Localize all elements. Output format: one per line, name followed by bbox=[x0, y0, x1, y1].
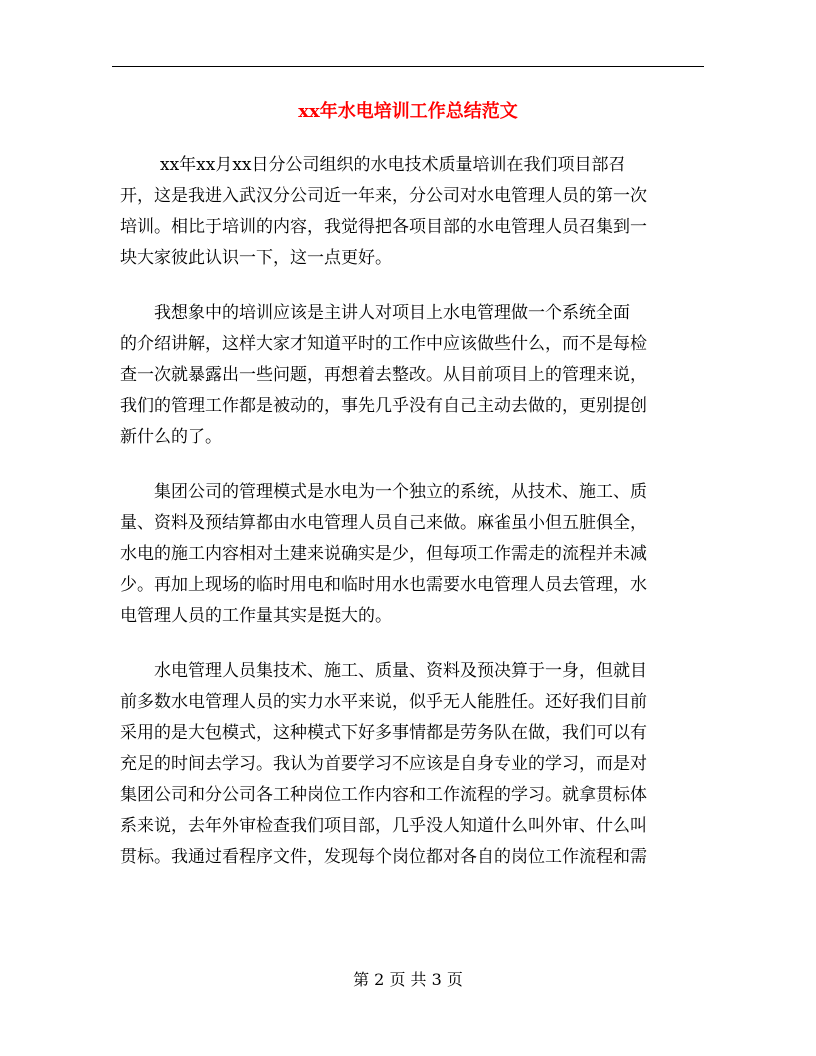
document-title: xx年水电培训工作总结范文 bbox=[298, 101, 518, 122]
text-line: 充足的时间去学习。我认为首要学习不应该是自身专业的学习，而是对 bbox=[120, 754, 647, 774]
text-line: 开，这是我进入武汉分公司近一年来，分公司对水电管理人员的第一次 bbox=[120, 186, 647, 206]
text-line: 少。再加上现场的临时用电和临时用水也需要水电管理人员去管理，水 bbox=[120, 575, 647, 595]
text-line: 新什么的了。 bbox=[120, 427, 222, 447]
document-body bbox=[120, 150, 700, 897]
text-line: 培训。相比于培训的内容，我觉得把各项目部的水电管理人员召集到一 bbox=[120, 217, 647, 237]
text-line: 我想象中的培训应该是主讲人对项目上水电管理做一个系统全面 bbox=[154, 303, 630, 323]
text-line: 集团公司的管理模式是水电为一个独立的系统，从技术、施工、质 bbox=[154, 482, 647, 502]
paragraph-4 bbox=[120, 656, 700, 873]
text-line: 块大家彼此认识一下，这一点更好。 bbox=[120, 248, 392, 268]
paragraph-1 bbox=[120, 150, 700, 274]
text-line: 贯标。我通过看程序文件，发现每个岗位都对各自的岗位工作流程和需 bbox=[120, 847, 647, 867]
text-line: 采用的是大包模式，这种模式下好多事情都是劳务队在做，我们可以有 bbox=[120, 723, 647, 743]
text-line: xx年xx月xx日分公司组织的水电技术质量培训在我们项目部召 bbox=[160, 155, 626, 175]
text-line: 查一次就暴露出一些问题，再想着去整改。从目前项目上的管理来说， bbox=[120, 365, 647, 385]
text-line: 集团公司和分公司各工种岗位工作内容和工作流程的学习。就拿贯标体 bbox=[120, 785, 647, 805]
header-rule bbox=[112, 66, 704, 67]
text-line: 我们的管理工作都是被动的，事先几乎没有自己主动去做的，更别提创 bbox=[120, 396, 647, 416]
paragraph-3 bbox=[120, 477, 700, 632]
text-line: 的介绍讲解，这样大家才知道平时的工作中应该做些什么，而不是每检 bbox=[120, 334, 647, 354]
text-line: 量、资料及预结算都由水电管理人员自己来做。麻雀虽小但五脏俱全， bbox=[120, 513, 647, 533]
text-line: 系来说，去年外审检查我们项目部，几乎没人知道什么叫外审、什么叫 bbox=[120, 816, 647, 836]
text-line: 水电的施工内容相对土建来说确实是少，但每项工作需走的流程并未减 bbox=[120, 544, 647, 564]
paragraph-2 bbox=[120, 298, 700, 453]
text-line: 前多数水电管理人员的实力水平来说，似乎无人能胜任。还好我们目前 bbox=[120, 692, 647, 712]
text-line: 电管理人员的工作量其实是挺大的。 bbox=[120, 606, 392, 626]
page-footer: 第 2 页 共 3 页 bbox=[353, 970, 463, 989]
text-line: 水电管理人员集技术、施工、质量、资料及预决算于一身，但就目 bbox=[154, 661, 647, 681]
